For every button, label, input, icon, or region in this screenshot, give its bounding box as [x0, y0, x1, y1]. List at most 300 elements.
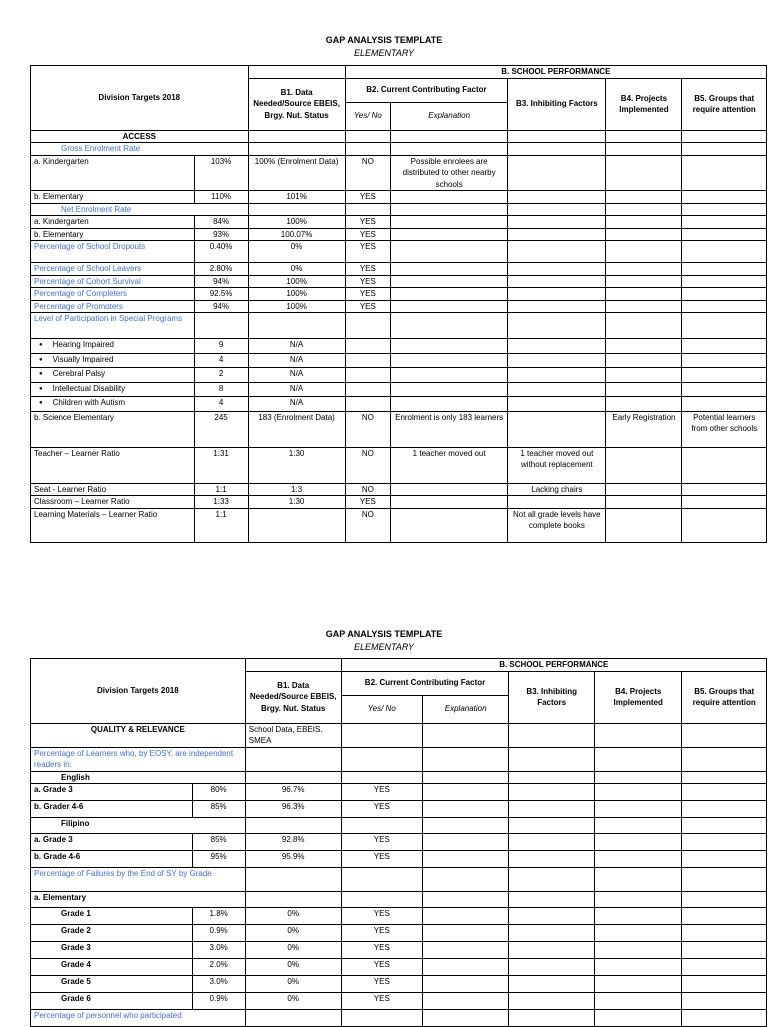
- projects-cell: [594, 834, 682, 851]
- inhibiting-factors-cell: [509, 892, 594, 908]
- data-source-cell: 0%: [245, 925, 341, 942]
- table-row: [31, 784, 767, 801]
- projects-cell: [606, 508, 682, 542]
- groups-cell: [682, 851, 767, 868]
- inhibiting-factors-cell: [508, 216, 606, 229]
- groups-cell: [682, 771, 767, 784]
- groups-cell: [682, 228, 767, 241]
- yes-no-cell: [341, 771, 422, 784]
- table-row: [31, 339, 767, 354]
- inhibiting-factors-cell: [509, 868, 594, 892]
- target-value: [194, 313, 248, 339]
- header-b2: B2. Current Contributing Factor: [345, 78, 508, 102]
- header-b1: B1. Data Needed/Source EBEIS, Brgy. Nut. Status: [248, 78, 345, 130]
- target-value: 84%: [194, 216, 248, 229]
- table-row: [31, 300, 767, 313]
- table-row: [31, 959, 767, 976]
- groups-cell: [682, 288, 767, 301]
- groups-cell: [682, 993, 767, 1010]
- projects-cell: [606, 368, 682, 383]
- indicator-label: ● Visually Impaired: [31, 353, 195, 368]
- explanation-cell: [391, 228, 508, 241]
- data-source-cell: N/A: [248, 339, 345, 354]
- explanation-cell: [422, 868, 509, 892]
- explanation-cell: [422, 942, 509, 959]
- explanation-cell: [422, 851, 509, 868]
- yes-no-cell: YES: [345, 216, 390, 229]
- projects-cell: [606, 263, 682, 276]
- explanation-cell: [422, 925, 509, 942]
- explanation-cell: [422, 959, 509, 976]
- yes-no-cell: YES: [341, 976, 422, 993]
- header-division-targets: Division Targets 2018: [31, 66, 249, 131]
- target-value: 2.80%: [194, 263, 248, 276]
- header-division-targets: Division Targets 2018: [31, 659, 246, 724]
- groups-cell: [682, 868, 767, 892]
- indicator-label: Percentage of Completers: [31, 288, 195, 301]
- explanation-cell: [422, 834, 509, 851]
- yes-no-cell: NO: [345, 447, 390, 483]
- target-value: 0.9%: [192, 925, 245, 942]
- table-row: [31, 382, 767, 397]
- projects-cell: [594, 925, 682, 942]
- projects-cell: [606, 447, 682, 483]
- inhibiting-factors-cell: [508, 368, 606, 383]
- data-source-cell: [245, 747, 341, 771]
- projects-cell: Early Registration: [606, 411, 682, 447]
- data-source-cell: 0%: [245, 908, 341, 925]
- indicator-label: Grade 1: [31, 908, 193, 925]
- table-row: [31, 143, 767, 156]
- data-source-cell: 0%: [248, 263, 345, 276]
- target-value: 4: [194, 397, 248, 412]
- inhibiting-factors-cell: [508, 353, 606, 368]
- inhibiting-factors-cell: [509, 976, 594, 993]
- table-row: [31, 993, 767, 1010]
- indicator-label: Teacher – Learner Ratio: [31, 447, 195, 483]
- inhibiting-factors-cell: [509, 908, 594, 925]
- indicator-label: Percentage of School Leavers: [31, 263, 195, 276]
- projects-cell: [606, 313, 682, 339]
- table-row: [31, 868, 767, 892]
- inhibiting-factors-cell: [508, 397, 606, 412]
- table-row: [31, 228, 767, 241]
- table-row: [31, 496, 767, 509]
- explanation-cell: [391, 130, 508, 143]
- yes-no-cell: YES: [345, 228, 390, 241]
- groups-cell: [682, 925, 767, 942]
- indicator-label: Learning Materials – Learner Ratio: [31, 508, 195, 542]
- data-source-cell: 100%: [248, 288, 345, 301]
- table-row: [31, 191, 767, 204]
- data-source-cell: 95.9%: [245, 851, 341, 868]
- target-value: 1:31: [194, 447, 248, 483]
- target-value: 9: [194, 339, 248, 354]
- groups-cell: [682, 216, 767, 229]
- data-source-cell: 100%: [248, 275, 345, 288]
- groups-cell: [682, 368, 767, 383]
- inhibiting-factors-cell: [508, 263, 606, 276]
- header-explanation: Explanation: [422, 695, 509, 723]
- yes-no-cell: YES: [345, 263, 390, 276]
- target-value: 103%: [194, 155, 248, 191]
- data-source-cell: [248, 130, 345, 143]
- explanation-cell: [391, 483, 508, 496]
- yes-no-cell: YES: [341, 784, 422, 801]
- indicator-label: ● Children with Autism: [31, 397, 195, 412]
- indicator-label: Percentage of Learners who, by EOSY, are independent readers in:: [31, 747, 246, 771]
- projects-cell: [606, 339, 682, 354]
- groups-cell: [682, 300, 767, 313]
- explanation-cell: Enrolment is only 183 learners: [391, 411, 508, 447]
- yes-no-cell: [341, 892, 422, 908]
- data-source-cell: 183 (Enrolment Data): [248, 411, 345, 447]
- inhibiting-factors-cell: [508, 241, 606, 263]
- projects-cell: [606, 241, 682, 263]
- data-source-cell: [248, 508, 345, 542]
- projects-cell: [606, 397, 682, 412]
- explanation-cell: [422, 801, 509, 818]
- header-school-performance: B. SCHOOL PERFORMANCE: [345, 66, 766, 79]
- inhibiting-factors-cell: [508, 275, 606, 288]
- inhibiting-factors-cell: [509, 834, 594, 851]
- explanation-cell: [422, 892, 509, 908]
- gap-analysis-table: [30, 65, 767, 543]
- data-source-cell: [248, 313, 345, 339]
- yes-no-cell: [345, 397, 390, 412]
- target-value: 0.40%: [194, 241, 248, 263]
- groups-cell: [682, 313, 767, 339]
- inhibiting-factors-cell: [509, 851, 594, 868]
- data-source-cell: N/A: [248, 397, 345, 412]
- inhibiting-factors-cell: [508, 339, 606, 354]
- indicator-label: a. Grade 3: [31, 834, 193, 851]
- indicator-label: Percentage of Cohort Survival: [31, 275, 195, 288]
- explanation-cell: [391, 300, 508, 313]
- groups-cell: [682, 203, 767, 216]
- groups-cell: [682, 801, 767, 818]
- indicator-label: ● Intellectual Disability: [31, 382, 195, 397]
- inhibiting-factors-cell: [508, 228, 606, 241]
- indicator-label: English: [31, 771, 246, 784]
- projects-cell: [606, 191, 682, 204]
- indicator-label: Classroom – Learner Ratio: [31, 496, 195, 509]
- data-source-cell: 92.8%: [245, 834, 341, 851]
- table-row: [31, 275, 767, 288]
- yes-no-cell: [345, 353, 390, 368]
- inhibiting-factors-cell: 1 teacher moved out without replacement: [508, 447, 606, 483]
- data-source-cell: 100%: [248, 300, 345, 313]
- target-value: 92.5%: [194, 288, 248, 301]
- target-value: 1:1: [194, 483, 248, 496]
- indicator-label: Gross Enrolment Rate: [31, 143, 249, 156]
- table-row: [31, 155, 767, 191]
- target-value: 1:1: [194, 508, 248, 542]
- yes-no-cell: [341, 723, 422, 747]
- target-value: 110%: [194, 191, 248, 204]
- header-b2: B2. Current Contributing Factor: [341, 671, 509, 695]
- table-row: [31, 801, 767, 818]
- yes-no-cell: NO: [345, 483, 390, 496]
- indicator-label: Grade 3: [31, 942, 193, 959]
- explanation-cell: [422, 747, 509, 771]
- groups-cell: [682, 382, 767, 397]
- indicator-label: Percentage of personnel who participated: [31, 1010, 246, 1027]
- table-row: [31, 216, 767, 229]
- groups-cell: [682, 818, 767, 834]
- indicator-label: b. Elementary: [31, 228, 195, 241]
- yes-no-cell: [345, 313, 390, 339]
- inhibiting-factors-cell: [508, 300, 606, 313]
- explanation-cell: 1 teacher moved out: [391, 447, 508, 483]
- header-b4: B4. Projects Implemented: [606, 78, 682, 130]
- header-explanation: Explanation: [391, 102, 508, 130]
- yes-no-cell: [341, 747, 422, 771]
- explanation-cell: [391, 313, 508, 339]
- header-yes-no: Yes/ No: [341, 695, 422, 723]
- target-value: 3.0%: [192, 976, 245, 993]
- explanation-cell: [422, 771, 509, 784]
- projects-cell: [606, 216, 682, 229]
- explanation-cell: [391, 263, 508, 276]
- table-row: [31, 368, 767, 383]
- explanation-cell: [391, 241, 508, 263]
- indicator-label: a. Kindergarten: [31, 216, 195, 229]
- data-source-cell: [245, 868, 341, 892]
- inhibiting-factors-cell: [509, 801, 594, 818]
- explanation-cell: Possible enrolees are distributed to other nearby schools: [391, 155, 508, 191]
- yes-no-cell: YES: [341, 851, 422, 868]
- indicator-label: Percentage of Failures by the End of SY by Grade: [31, 868, 246, 892]
- header-b5: B5. Groups that require attention: [682, 671, 767, 723]
- explanation-cell: [391, 203, 508, 216]
- projects-cell: [594, 908, 682, 925]
- inhibiting-factors-cell: [508, 496, 606, 509]
- projects-cell: [606, 353, 682, 368]
- table-row: [31, 203, 767, 216]
- target-value: 93%: [194, 228, 248, 241]
- projects-cell: [594, 784, 682, 801]
- groups-cell: [682, 942, 767, 959]
- table-row: [31, 723, 767, 747]
- yes-no-cell: YES: [341, 959, 422, 976]
- yes-no-cell: YES: [345, 496, 390, 509]
- inhibiting-factors-cell: [509, 784, 594, 801]
- indicator-label: Percentage of School Dropouts: [31, 241, 195, 263]
- indicator-label: QUALITY & RELEVANCE: [31, 723, 246, 747]
- indicator-label: Grade 6: [31, 993, 193, 1010]
- explanation-cell: [391, 339, 508, 354]
- inhibiting-factors-cell: [508, 203, 606, 216]
- header-b3: B3. Inhibiting Factors: [508, 78, 606, 130]
- yes-no-cell: [345, 339, 390, 354]
- target-value: 3.0%: [192, 942, 245, 959]
- indicator-label: Percentage of Promoters: [31, 300, 195, 313]
- yes-no-cell: [341, 868, 422, 892]
- explanation-cell: [422, 784, 509, 801]
- groups-cell: [682, 353, 767, 368]
- groups-cell: [682, 784, 767, 801]
- table-row: [31, 411, 767, 447]
- target-value: 2.0%: [192, 959, 245, 976]
- table-row: [31, 288, 767, 301]
- projects-cell: [594, 942, 682, 959]
- table-row: [31, 130, 767, 143]
- header-school-performance: B. SCHOOL PERFORMANCE: [341, 659, 766, 672]
- yes-no-cell: YES: [341, 925, 422, 942]
- table-row: [31, 353, 767, 368]
- target-value: 85%: [192, 801, 245, 818]
- groups-cell: [682, 397, 767, 412]
- data-source-cell: 1:30: [248, 447, 345, 483]
- indicator-label: a. Kindergarten: [31, 155, 195, 191]
- target-value: 94%: [194, 275, 248, 288]
- yes-no-cell: YES: [345, 241, 390, 263]
- data-source-cell: 0%: [245, 942, 341, 959]
- inhibiting-factors-cell: [509, 818, 594, 834]
- groups-cell: [682, 747, 767, 771]
- target-value: 2: [194, 368, 248, 383]
- table-row: [31, 851, 767, 868]
- groups-cell: [682, 892, 767, 908]
- target-value: 94%: [194, 300, 248, 313]
- target-value: 80%: [192, 784, 245, 801]
- groups-cell: [682, 191, 767, 204]
- inhibiting-factors-cell: [508, 411, 606, 447]
- groups-cell: [682, 263, 767, 276]
- indicator-label: Seat - Learner Ratio: [31, 483, 195, 496]
- explanation-cell: [391, 143, 508, 156]
- explanation-cell: [391, 275, 508, 288]
- table-row: [31, 241, 767, 263]
- projects-cell: [606, 382, 682, 397]
- data-source-cell: 1:3: [248, 483, 345, 496]
- projects-cell: [606, 130, 682, 143]
- data-source-cell: School Data, EBEIS. SMEA: [245, 723, 341, 747]
- explanation-cell: [391, 191, 508, 204]
- projects-cell: [606, 288, 682, 301]
- data-source-cell: 0%: [245, 993, 341, 1010]
- inhibiting-factors-cell: [508, 130, 606, 143]
- sheet-subtitle: ELEMENTARY: [353, 48, 414, 58]
- explanation-cell: [422, 976, 509, 993]
- data-source-cell: N/A: [248, 353, 345, 368]
- inhibiting-factors-cell: [509, 925, 594, 942]
- indicator-label: ● Hearing Impaired: [31, 339, 195, 354]
- groups-cell: [682, 155, 767, 191]
- indicator-label: a. Grade 3: [31, 784, 193, 801]
- indicator-label: ● Cerebral Palsy: [31, 368, 195, 383]
- inhibiting-factors-cell: [509, 723, 594, 747]
- data-source-cell: 101%: [248, 191, 345, 204]
- groups-cell: [682, 959, 767, 976]
- groups-cell: [682, 508, 767, 542]
- yes-no-cell: YES: [345, 275, 390, 288]
- yes-no-cell: [345, 368, 390, 383]
- table-row: [31, 447, 767, 483]
- groups-cell: [682, 976, 767, 993]
- projects-cell: [606, 143, 682, 156]
- table-row: [31, 818, 767, 834]
- inhibiting-factors-cell: [509, 942, 594, 959]
- sheet-subtitle: ELEMENTARY: [353, 642, 414, 652]
- explanation-cell: [422, 908, 509, 925]
- data-source-cell: 96.3%: [245, 801, 341, 818]
- indicator-label: ACCESS: [31, 130, 249, 143]
- inhibiting-factors-cell: [508, 382, 606, 397]
- explanation-cell: [422, 993, 509, 1010]
- inhibiting-factors-cell: [508, 191, 606, 204]
- projects-cell: [606, 483, 682, 496]
- indicator-label: Grade 4: [31, 959, 193, 976]
- projects-cell: [594, 771, 682, 784]
- projects-cell: [594, 801, 682, 818]
- table-row: [31, 892, 767, 908]
- target-value: 1.8%: [192, 908, 245, 925]
- data-source-cell: 1:30: [248, 496, 345, 509]
- explanation-cell: [391, 397, 508, 412]
- groups-cell: [682, 447, 767, 483]
- inhibiting-factors-cell: [509, 993, 594, 1010]
- explanation-cell: [391, 368, 508, 383]
- data-source-cell: 96.7%: [245, 784, 341, 801]
- yes-no-cell: NO: [345, 411, 390, 447]
- table-row: [31, 747, 767, 771]
- groups-cell: Potential learners from other schools: [682, 411, 767, 447]
- yes-no-cell: [341, 818, 422, 834]
- yes-no-cell: [345, 143, 390, 156]
- explanation-cell: [391, 508, 508, 542]
- indicator-label: b. Science Elementary: [31, 411, 195, 447]
- header-b4: B4. Projects Implemented: [594, 671, 682, 723]
- data-source-cell: [245, 771, 341, 784]
- projects-cell: [606, 496, 682, 509]
- table-row: [31, 942, 767, 959]
- data-source-cell: N/A: [248, 382, 345, 397]
- data-source-cell: [248, 203, 345, 216]
- indicator-label: Grade 5: [31, 976, 193, 993]
- yes-no-cell: YES: [341, 993, 422, 1010]
- groups-cell: [682, 723, 767, 747]
- projects-cell: [594, 892, 682, 908]
- target-value: 1:33: [194, 496, 248, 509]
- explanation-cell: [391, 382, 508, 397]
- data-source-cell: 0%: [245, 959, 341, 976]
- table-row: [31, 508, 767, 542]
- groups-cell: [682, 834, 767, 851]
- gap-analysis-table: [30, 658, 767, 1027]
- data-source-cell: 0%: [245, 976, 341, 993]
- table-row: [31, 483, 767, 496]
- header-b3: B3. Inhibiting Factors: [509, 671, 594, 723]
- projects-cell: [594, 993, 682, 1010]
- data-source-cell: [245, 892, 341, 908]
- projects-cell: [594, 959, 682, 976]
- table-row: [31, 771, 767, 784]
- groups-cell: [682, 130, 767, 143]
- indicator-label: a. Elementary: [31, 892, 246, 908]
- yes-no-cell: YES: [341, 942, 422, 959]
- projects-cell: [594, 818, 682, 834]
- yes-no-cell: YES: [341, 801, 422, 818]
- data-source-cell: 100%: [248, 216, 345, 229]
- target-value: 85%: [192, 834, 245, 851]
- header-b1: B1. Data Needed/Source EBEIS, Brgy. Nut. Status: [245, 671, 341, 723]
- projects-cell: [594, 723, 682, 747]
- groups-cell: [682, 241, 767, 263]
- explanation-cell: [391, 216, 508, 229]
- projects-cell: [594, 868, 682, 892]
